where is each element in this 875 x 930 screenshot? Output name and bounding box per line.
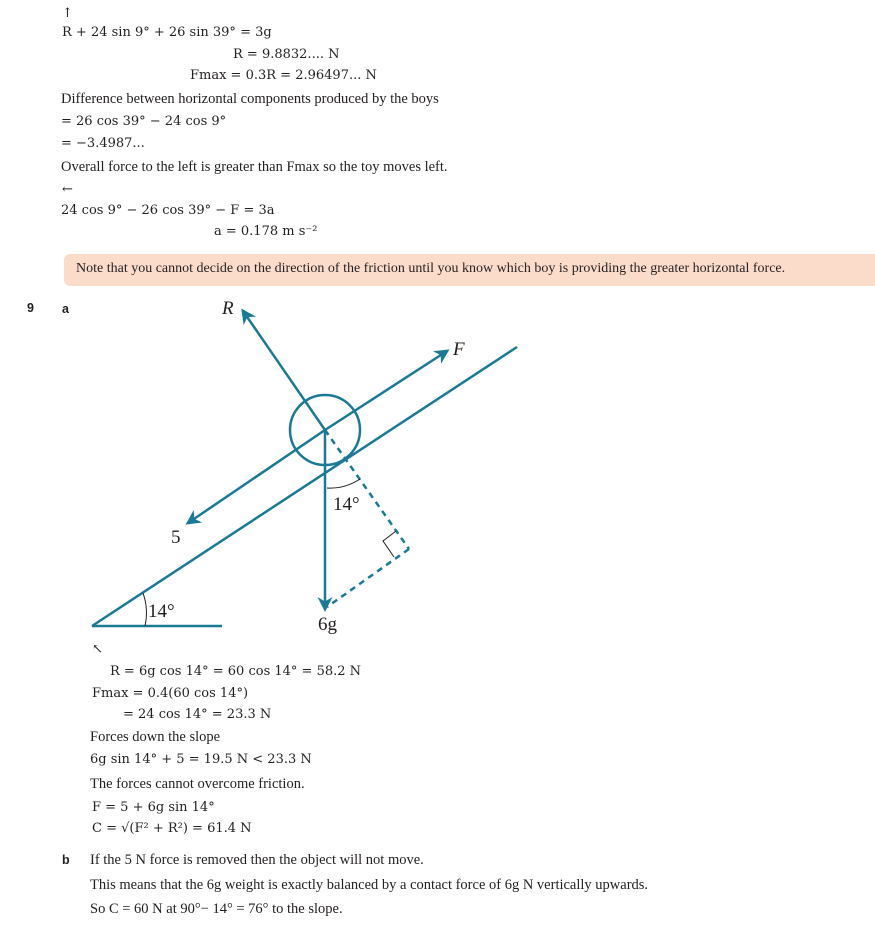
label-angle-base: 14° xyxy=(148,601,175,622)
text-difference: Difference between horizontal components produced by the boys xyxy=(61,91,439,107)
part-b-label: b xyxy=(62,853,70,867)
top-angle-arc xyxy=(327,479,360,488)
label-6g: 6g xyxy=(318,614,337,635)
up-arrow-icon: ↑ xyxy=(62,6,73,21)
dashed-parallel-component xyxy=(327,549,409,607)
text-overall-force: Overall force to the left is greater than Fmax so the toy moves left. xyxy=(61,159,448,175)
label-f: F xyxy=(453,339,465,360)
equation-fmax-value: = 24 cos 14° = 23.3 N xyxy=(123,707,272,722)
equation-horizontal-motion: 24 cos 9° − 26 cos 39° − F = 3a xyxy=(61,203,275,218)
equation-fmax-a: Fmax = 0.4(60 cos 14°) xyxy=(92,686,249,701)
dashed-normal-component xyxy=(325,430,409,549)
up-left-arrow-icon: ↖ xyxy=(92,642,103,657)
equation-r-value: R = 9.8832.... N xyxy=(233,47,340,62)
label-r: R xyxy=(222,298,234,319)
part-b-line-3: So C = 60 N at 90°− 14° = 76° to the slope. xyxy=(90,901,343,917)
right-angle-marker xyxy=(383,531,396,557)
equation-difference-value: = −3.4987... xyxy=(61,136,145,151)
label-5: 5 xyxy=(171,527,181,548)
equation-acceleration: a = 0.178 m s⁻² xyxy=(214,224,318,239)
equation-forces-down: 6g sin 14° + 5 = 19.5 N < 23.3 N xyxy=(90,752,312,767)
force-5-arrow xyxy=(188,430,325,523)
part-a-label: a xyxy=(62,302,69,316)
part-b-line-2: This means that the 6g weight is exactly balanced by a contact force of 6g N vertically upwards. xyxy=(90,877,649,893)
question-number: 9 xyxy=(27,301,34,315)
slope-line xyxy=(92,347,517,626)
left-arrow-icon: ← xyxy=(62,182,73,197)
base-angle-arc xyxy=(143,593,146,626)
equation-contact-force: C = √(F² + R²) = 61.4 N xyxy=(92,821,252,836)
equation-normal-reaction: R = 6g cos 14° = 60 cos 14° = 58.2 N xyxy=(110,664,362,679)
label-angle-top: 14° xyxy=(333,494,360,515)
equation-friction: F = 5 + 6g sin 14° xyxy=(92,800,215,815)
equation-difference: = 26 cos 39° − 24 cos 9° xyxy=(61,114,227,129)
force-r-arrow xyxy=(243,311,325,430)
equation-fmax: Fmax = 0.3R = 2.96497... N xyxy=(190,68,377,83)
note-text: Note that you cannot decide on the direction of the friction until you know which boy is providing the greater horizontal force. xyxy=(76,261,786,276)
equation-vertical-resolve: R + 24 sin 9° + 26 sin 39° = 3g xyxy=(62,25,272,40)
text-forces-down: Forces down the slope xyxy=(90,729,221,745)
part-b-line-1: If the 5 N force is removed then the object will not move. xyxy=(90,852,424,868)
text-cannot-overcome: The forces cannot overcome friction. xyxy=(90,776,305,792)
force-f-arrow xyxy=(325,351,447,430)
